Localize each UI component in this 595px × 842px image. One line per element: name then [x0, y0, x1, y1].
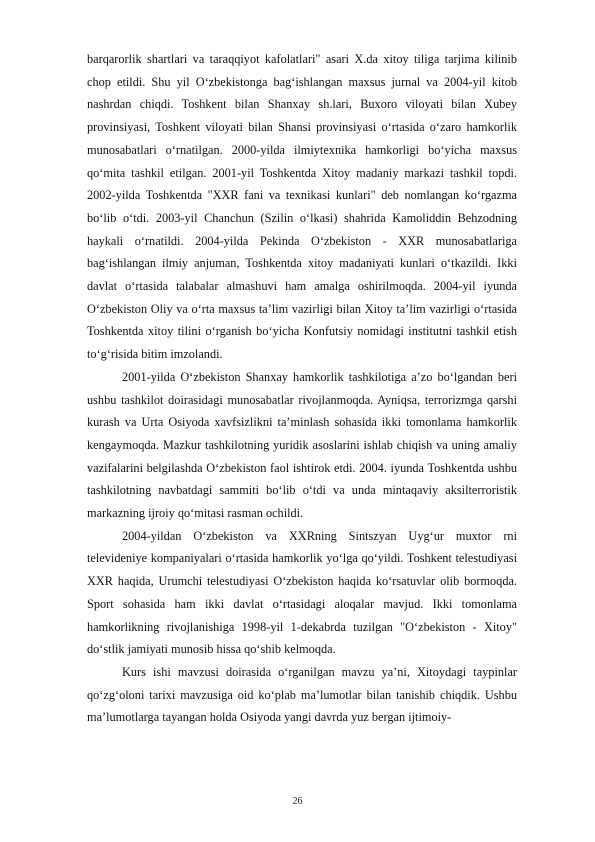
paragraph: 2004-yildan O‘zbekiston va XXRning Sintszyan Uyg‘ur muxtor rni televideniye kompaniyalari o‘rtasida hamkorlik yo‘lga qo‘yildi. Toshkent telestudiyasi XXR haqida, Urumchi telestudiyasi O‘zbekiston haqida ko‘rsatuvlar olib bormoqda. Sport sohasida ham ikki davlat o‘rtasidagi aloqalar mavjud. Ikki tomonlama hamkorlikning rivojlanishiga 1998-yil 1-dekabrda tuzilgan "O‘zbekiston - Xitoy" do‘stlik jamiyati munosib hissa qo‘shib kelmoqda. — [87, 528, 517, 657]
paragraph: 2001-yilda O‘zbekiston Shanxay hamkorlik tashkilotiga a’zo bo‘lgandan beri ushbu tashkilot doirasidagi munosabatlar rivojlanmoqda. Ayniqsa, terrorizmga qarshi kurash va Urta Osiyoda xavfsizlikni ta’minlash sohasida ikki tomonlama hamkorlik kengaymoqda. Mazkur tashkilotning yuridik asoslarini ishlab chiqish va uning amaliy vazifalarini belgilashda O‘zbekiston faol ishtirok etdi. 2004. iyunda Toshkentda ushbu tashkilotning navbatdagi sammiti bo‘lib o‘tdi va unda mintaqaviy aksilterroristik markazning ijroiy qo‘mitasi rasman ochildi. — [87, 369, 517, 521]
paragraph: barqarorlik shartlari va taraqqiyot kafolatlari" asari X.da xitoy tiliga tarjima kilinib chop etildi. Shu yil O‘zbekistonga bag‘ishlangan maxsus jurnal va 2004-yil kitob nashrdan chiqdi. Toshkent bilan Shanxay sh.lari, Buxoro viloyati bilan Xubey provinsiyasi, Toshkent viloyati bilan Shansi provinsiyasi o‘rtasida o‘zaro hamkorlik munosabatlari o‘rnatilgan. 2000-yilda ilmiytexnika hamkorligi bo‘yicha maxsus qo‘mita tashkil etilgan. 2001-yil Toshkentda Xitoy madaniy markazi tashkil topdi. 2002-yilda Toshkentda "XXR fani va texnikasi kunlari" deb nomlangan ko‘rgazma bo‘lib o‘tdi. 2003-yil Chanchun (Szilin o‘lkasi) shahrida Kamoliddin Behzodning haykali o‘rnatildi. 2004-yilda Pekinda O‘zbekiston - XXR munosabatlariga bag‘ishlangan ilmiy anjuman, Toshkentda xitoy madaniyati kunlari o‘tkazildi. Ikki davlat o‘rtasida talabalar almashuvi ham amalga oshirilmoqda. 2004-yil iyunda O‘zbekiston Oliy va o‘rta maxsus ta’lim vazirligi bilan Xitoy ta’lim vazirligi o‘rtasida Toshkentda xitoy tilini o‘rganish bo‘yicha Konfutsiy nomidagi institutni tashkil etish to‘g‘risida bitim imzolandi. — [87, 52, 517, 362]
paragraph: Kurs ishi mavzusi doirasida o‘rganilgan mavzu ya’ni, Xitoydagi taypinlar qo‘zg‘oloni tarixi mavzusiga oid ko‘plab ma’lumotlar bilan tanishib chiqdik. Ushbu ma’lumotlarga tayangan holda Osiyoda yangi davrda yuz bergan ijtimoiy- — [87, 664, 517, 725]
body-text — [87, 48, 517, 729]
page-number: 26 — [292, 796, 303, 807]
